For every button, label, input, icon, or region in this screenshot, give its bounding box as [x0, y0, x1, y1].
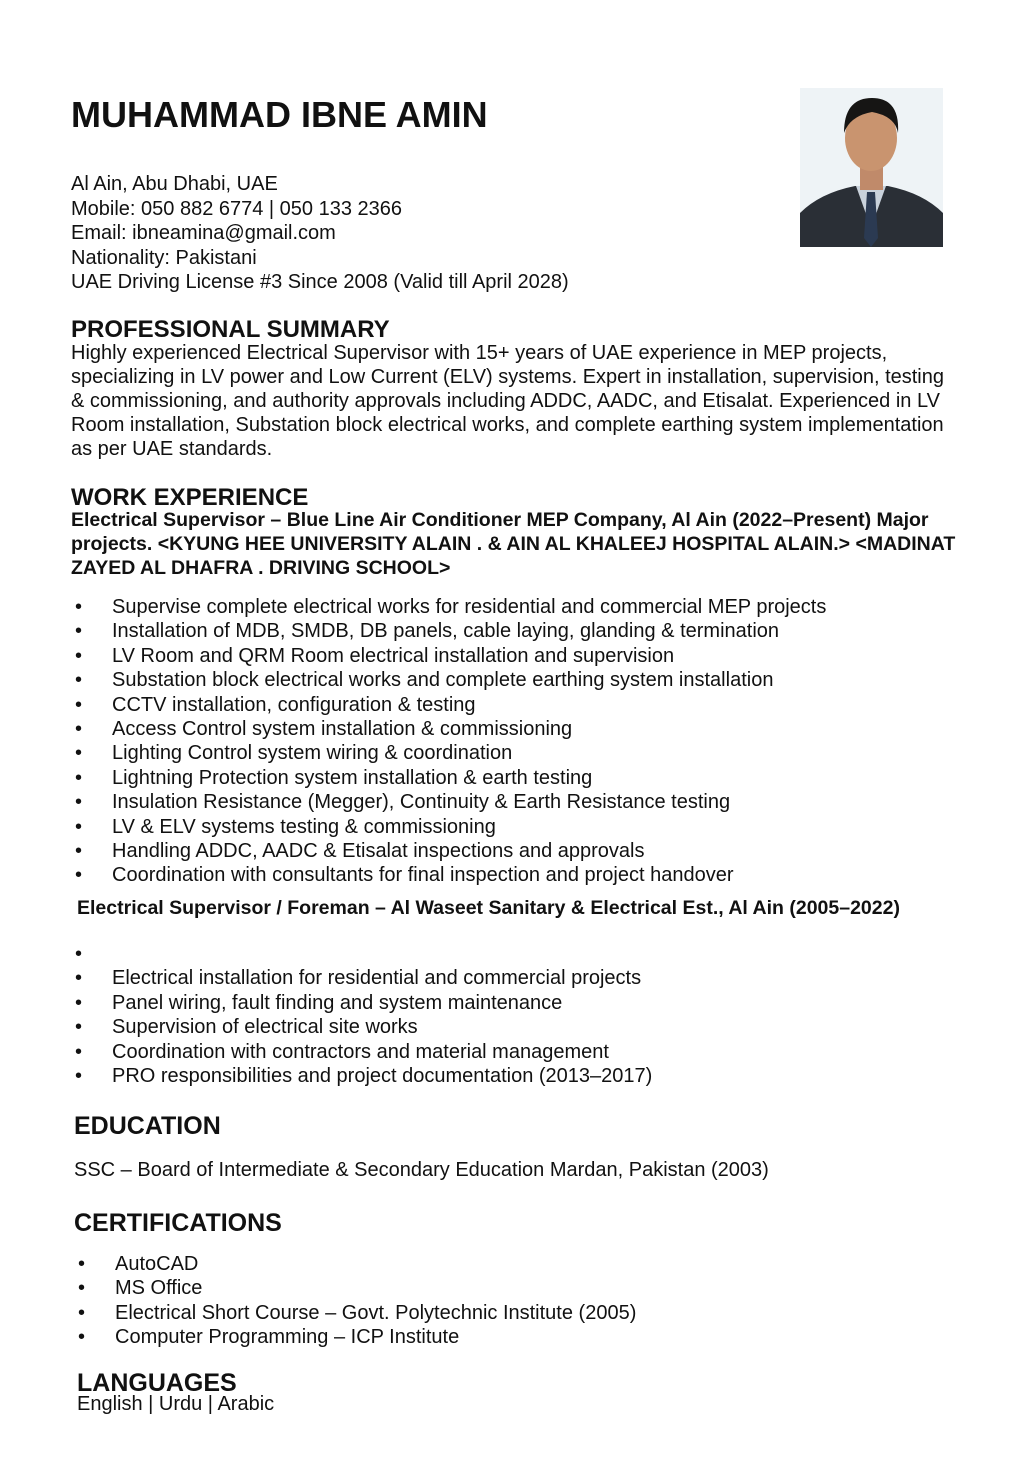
list-item: • Electrical installation for residential and commercial projects: [71, 966, 652, 990]
job-heading: Electrical Supervisor / Foreman – Al Waseet Sanitary & Electrical Est., Al Ain (2005–2022): [77, 897, 900, 919]
list-item: • Supervise complete electrical works for residential and commercial MEP projects: [71, 595, 826, 619]
list-item: • Panel wiring, fault finding and system maintenance: [71, 991, 652, 1015]
list-item: • Installation of MDB, SMDB, DB panels, cable laying, glanding & termination: [71, 619, 826, 643]
languages-text: English | Urdu | Arabic: [77, 1393, 275, 1415]
certifications-heading: CERTIFICATIONS: [74, 1209, 282, 1237]
list-item: • CCTV installation, configuration & testing: [71, 693, 826, 717]
location: Al Ain, Abu Dhabi, UAE: [71, 173, 278, 195]
experience-heading: WORK EXPERIENCE: [71, 484, 309, 511]
candidate-name: MUHAMMAD IBNE AMIN: [71, 94, 488, 135]
list-item: • MS Office: [74, 1276, 636, 1300]
summary-heading: PROFESSIONAL SUMMARY: [71, 316, 390, 343]
list-item: • Lighting Control system wiring & coordination: [71, 741, 826, 765]
job-bullets: [71, 595, 826, 888]
summary-text: Highly experienced Electrical Supervisor with 15+ years of UAE experience in MEP projects, specializing in LV power and Low Current (ELV) systems. Expert in installation, supervision, testing & commissioning, and authority approvals including ADDC, AADC, and Etisalat. Experienced in LV Room installation, Substation block electrical works, and complete earthing system implementation as per UAE standards.: [71, 342, 944, 460]
list-item: [71, 942, 652, 966]
profile-photo: [800, 88, 943, 247]
driving-license: UAE Driving License #3 Since 2008 (Valid till April 2028): [71, 271, 569, 293]
job-bullets: [71, 942, 652, 1088]
mobile: Mobile: 050 882 6774 | 050 133 2366: [71, 197, 403, 220]
list-item: • Coordination with consultants for final inspection and project handover: [71, 863, 826, 887]
list-item: • LV & ELV systems testing & commissioning: [71, 815, 826, 839]
list-item: • Coordination with contractors and material management: [71, 1040, 652, 1064]
list-item: • AutoCAD: [74, 1252, 636, 1276]
list-item: • Substation block electrical works and complete earthing system installation: [71, 668, 826, 692]
languages-heading: LANGUAGES: [77, 1369, 237, 1397]
list-item: • Access Control system installation & commissioning: [71, 717, 826, 741]
list-item: • Handling ADDC, AADC & Etisalat inspections and approvals: [71, 839, 826, 863]
education-heading: EDUCATION: [74, 1112, 221, 1140]
list-item: • Computer Programming – ICP Institute: [74, 1325, 636, 1349]
nationality: Nationality: Pakistani: [71, 246, 257, 269]
contact-info: [71, 172, 569, 295]
list-item: • Electrical Short Course – Govt. Polytechnic Institute (2005): [74, 1301, 636, 1325]
certifications-list: [74, 1252, 636, 1350]
list-item: • Supervision of electrical site works: [71, 1015, 652, 1039]
list-item: • Insulation Resistance (Megger), Continuity & Earth Resistance testing: [71, 790, 826, 814]
email: Email: ibneamina@gmail.com: [71, 222, 336, 244]
education-text: SSC – Board of Intermediate & Secondary Education Mardan, Pakistan (2003): [74, 1159, 769, 1181]
list-item: • PRO responsibilities and project documentation (2013–2017): [71, 1064, 652, 1088]
job-heading: Electrical Supervisor – Blue Line Air Conditioner MEP Company, Al Ain (2022–Present) Major projects. <KYUNG HEE UNIVERSITY ALAIN . & AIN AL KHALEEJ HOSPITAL ALAIN.> <MADINAT ZAYED AL DHAFRA . DRIVING SCHOOL>: [71, 509, 956, 579]
list-item: • Lightning Protection system installation & earth testing: [71, 766, 826, 790]
list-item: • LV Room and QRM Room electrical installation and supervision: [71, 644, 826, 668]
